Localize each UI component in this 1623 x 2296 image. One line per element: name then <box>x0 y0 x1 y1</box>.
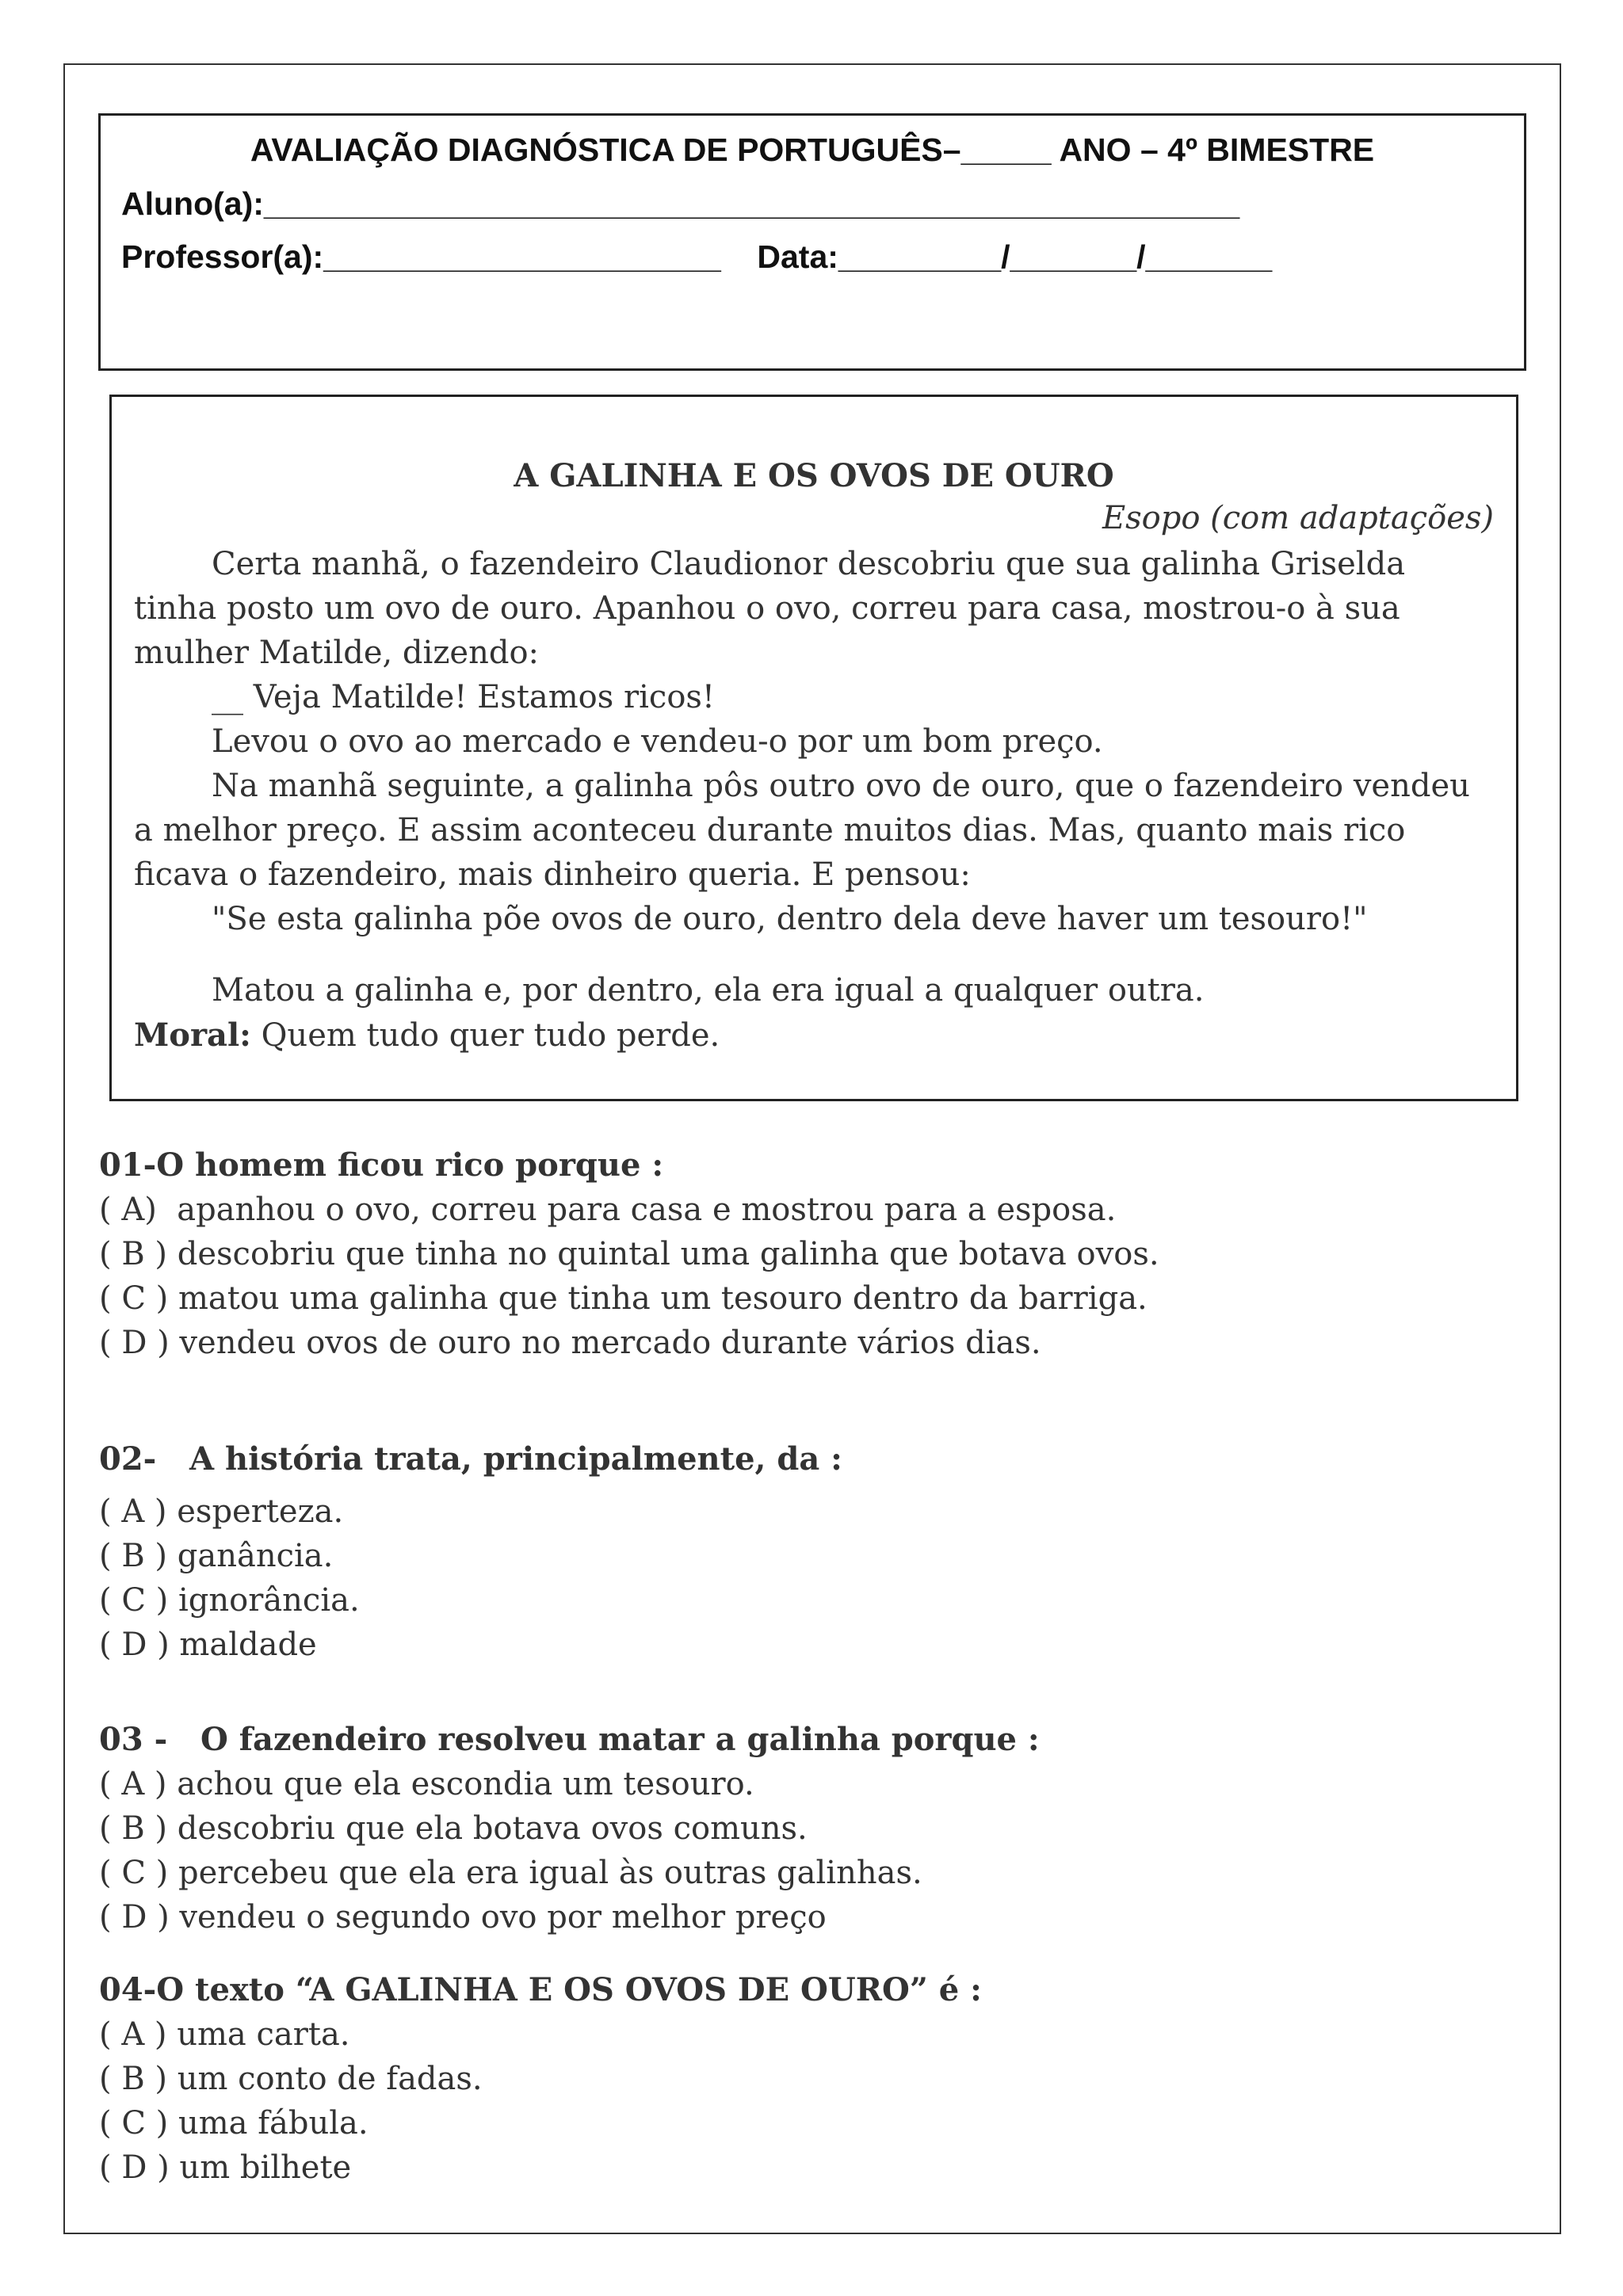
answer-option: ( C ) matou uma galinha que tinha um tesouro dentro da barriga. <box>99 1280 1148 1317</box>
question-title: 04-O texto “A GALINHA E OS OVOS DE OURO” é : <box>99 1971 982 2008</box>
question-title: 01-O homem ficou rico porque : <box>99 1146 664 1184</box>
question-2 <box>99 1437 842 1667</box>
question-title: 03 - O fazendeiro resolveu matar a galinha porque : <box>99 1721 1040 1758</box>
teacher-date-line: Professor(a):______________________ Data:_________/_______/_______ <box>121 238 1273 275</box>
story-line: Na manhã seguinte, a galinha pôs outro ovo de ouro, que o fazendeiro vendeu <box>212 768 1470 804</box>
story-moral <box>134 1016 720 1054</box>
story-line: Levou o ovo ao mercado e vendeu-o por um bom preço. <box>212 723 1103 760</box>
question-3 <box>99 1718 1040 1939</box>
answer-option: ( D ) um bilhete <box>99 2149 352 2186</box>
answer-option: ( D ) vendeu ovos de ouro no mercado durante vários dias. <box>99 1325 1041 1361</box>
answer-option: ( B ) descobriu que ela botava ovos comuns. <box>99 1810 808 1847</box>
moral-text: Quem tudo quer tudo perde. <box>250 1017 720 1054</box>
answer-option: ( A ) achou que ela escondia um tesouro. <box>99 1766 754 1802</box>
answer-option: ( B ) ganância. <box>99 1538 334 1574</box>
question-title: 02- A história trata, principalmente, da : <box>99 1440 842 1478</box>
answer-option: ( A) apanhou o ovo, correu para casa e mostrou para a esposa. <box>99 1192 1117 1228</box>
answer-option: ( A ) uma carta. <box>99 2016 350 2053</box>
question-4 <box>99 1968 982 2190</box>
exam-header <box>98 113 1526 371</box>
story-line: Certa manhã, o fazendeiro Claudionor descobriu que sua galinha Griselda <box>212 546 1406 582</box>
answer-option: ( D ) maldade <box>99 1627 317 1663</box>
student-name-line: Aluno(a):______________________________________________________ <box>121 185 1240 222</box>
story-line: a melhor preço. E assim aconteceu durante muitos dias. Mas, quanto mais rico <box>134 812 1406 849</box>
story-line: __ Veja Matilde! Estamos ricos! <box>212 679 715 715</box>
answer-option: ( C ) percebeu que ela era igual às outras galinhas. <box>99 1855 922 1891</box>
moral-label: Moral: <box>134 1016 251 1054</box>
exam-title: AVALIAÇÃO DIAGNÓSTICA DE PORTUGUÊS–_____ ANO – 4º BIMESTRE <box>250 132 1375 168</box>
story-box <box>109 395 1518 1101</box>
story-line: Matou a galinha e, por dentro, ela era igual a qualquer outra. <box>212 972 1205 1009</box>
answer-option: ( C ) uma fábula. <box>99 2105 369 2142</box>
story-line: "Se esta galinha põe ovos de ouro, dentro dela deve haver um tesouro!" <box>212 901 1368 937</box>
story-line: tinha posto um ovo de ouro. Apanhou o ovo, correu para casa, mostrou-o à sua <box>134 590 1400 627</box>
answer-option: ( A ) esperteza. <box>99 1493 344 1530</box>
question-1 <box>99 1143 1159 1365</box>
answer-option: ( B ) descobriu que tinha no quintal uma galinha que botava ovos. <box>99 1236 1159 1272</box>
answer-option: ( D ) vendeu o segundo ovo por melhor preço <box>99 1899 827 1936</box>
story-line: ficava o fazendeiro, mais dinheiro queria. E pensou: <box>134 856 971 893</box>
story-line: mulher Matilde, dizendo: <box>134 635 539 671</box>
answer-option: ( C ) ignorância. <box>99 1582 360 1619</box>
answer-option: ( B ) um conto de fadas. <box>99 2061 483 2097</box>
story-author: Esopo (com adaptações) <box>1102 500 1494 536</box>
story-title: A GALINHA E OS OVOS DE OURO <box>514 457 1114 494</box>
